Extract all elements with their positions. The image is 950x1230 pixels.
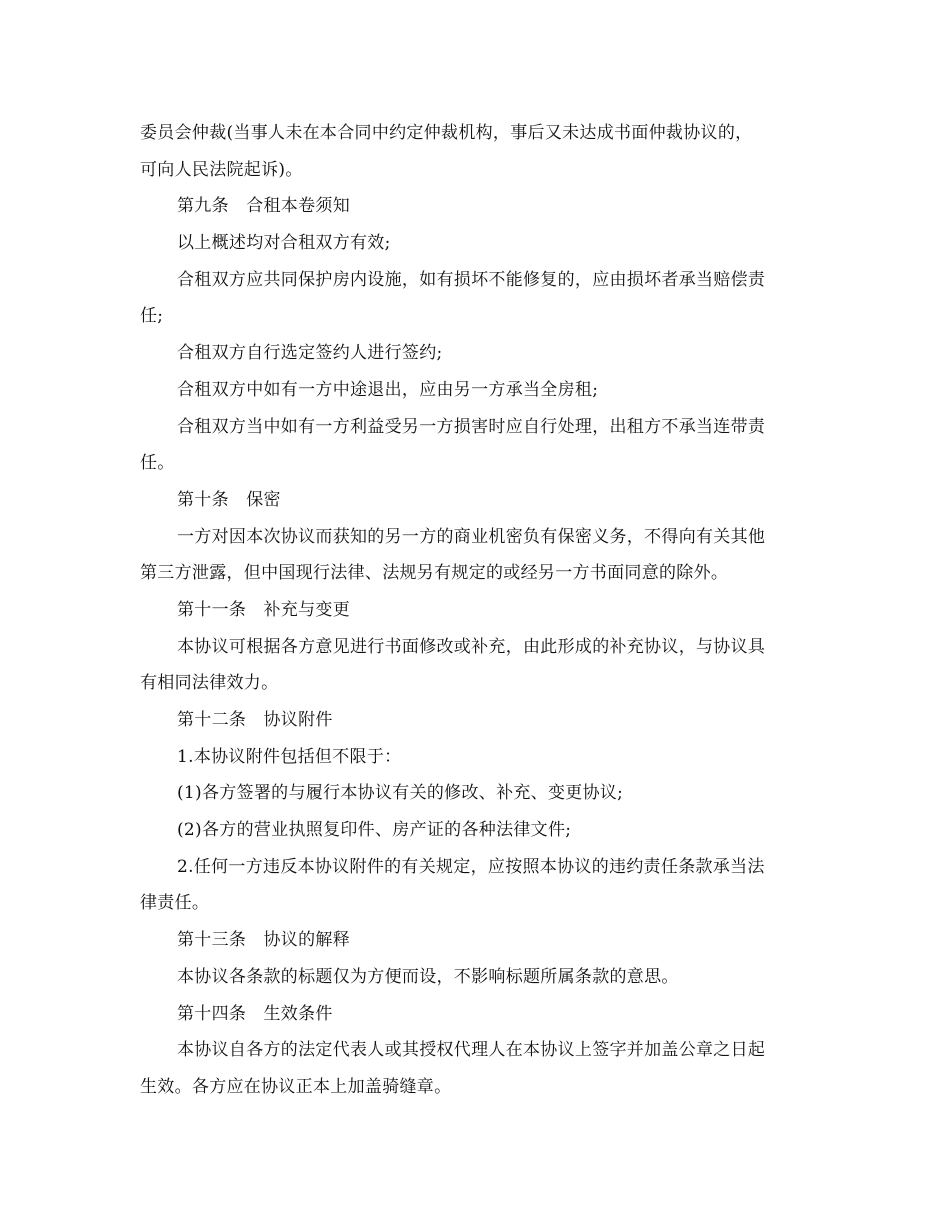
document-body [140,115,820,1106]
text-line: 第十四条 生效条件 [177,1003,333,1024]
text-line: 律责任。 [140,893,210,914]
text-line: 合租双方中如有一方中途退出，应由另一方承当全房租; [177,379,599,400]
text-line: 任。 [140,453,175,474]
text-line: 第十条 保密 [177,489,281,510]
text-line: 2.任何一方违反本协议附件的有关规定，应按照本协议的违约责任条款承当法 [177,856,765,877]
text-line: 生效。各方应在协议正本上加盖骑缝章。 [140,1076,452,1097]
text-line: (1)各方签署的与履行本协议有关的修改、补充、变更协议; [177,783,624,804]
text-line: 有相同法律效力。 [140,673,279,694]
text-line: 合租双方应共同保护房内设施，如有损坏不能修复的，应由损坏者承当赔偿责 [177,269,766,290]
text-line: 合租双方自行选定签约人进行签约; [177,343,443,364]
text-line: 第三方泄露，但中国现行法律、法规另有规定的或经另一方书面同意的除外。 [140,563,729,584]
text-line: 1.本协议附件包括但不限于： [177,746,402,767]
text-line: 本协议自各方的法定代表人或其授权代理人在本协议上签字并加盖公章之日起 [177,1040,766,1061]
text-line: 第十二条 协议附件 [177,710,333,730]
text-line: 第十三条 协议的解释 [177,930,350,951]
text-line: 第十一条 补充与变更 [177,599,350,620]
text-line: 可向人民法院起诉)。 [140,159,303,180]
text-line: 本协议各条款的标题仅为方便而设，不影响标题所属条款的意思。 [177,966,679,987]
text-line: 以上概述均对合租双方有效; [177,233,391,254]
text-line: 任; [140,306,164,327]
text-line: 委员会仲裁(当事人未在本合同中约定仲裁机构，事后又未达成书面仲裁协议的， [140,123,753,143]
text-line: 合租双方当中如有一方利益受另一方损害时应自行处理，出租方不承当连带责 [177,416,766,437]
text-line: 一方对因本次协议而获知的另一方的商业机密负有保密义务，不得向有关其他 [177,526,766,547]
text-line: 本协议可根据各方意见进行书面修改或补充，由此形成的补充协议，与协议具 [177,636,766,657]
text-line: 第九条 合租本卷须知 [177,196,350,217]
text-line: (2)各方的营业执照复印件、房产证的各种法律文件; [177,820,572,841]
